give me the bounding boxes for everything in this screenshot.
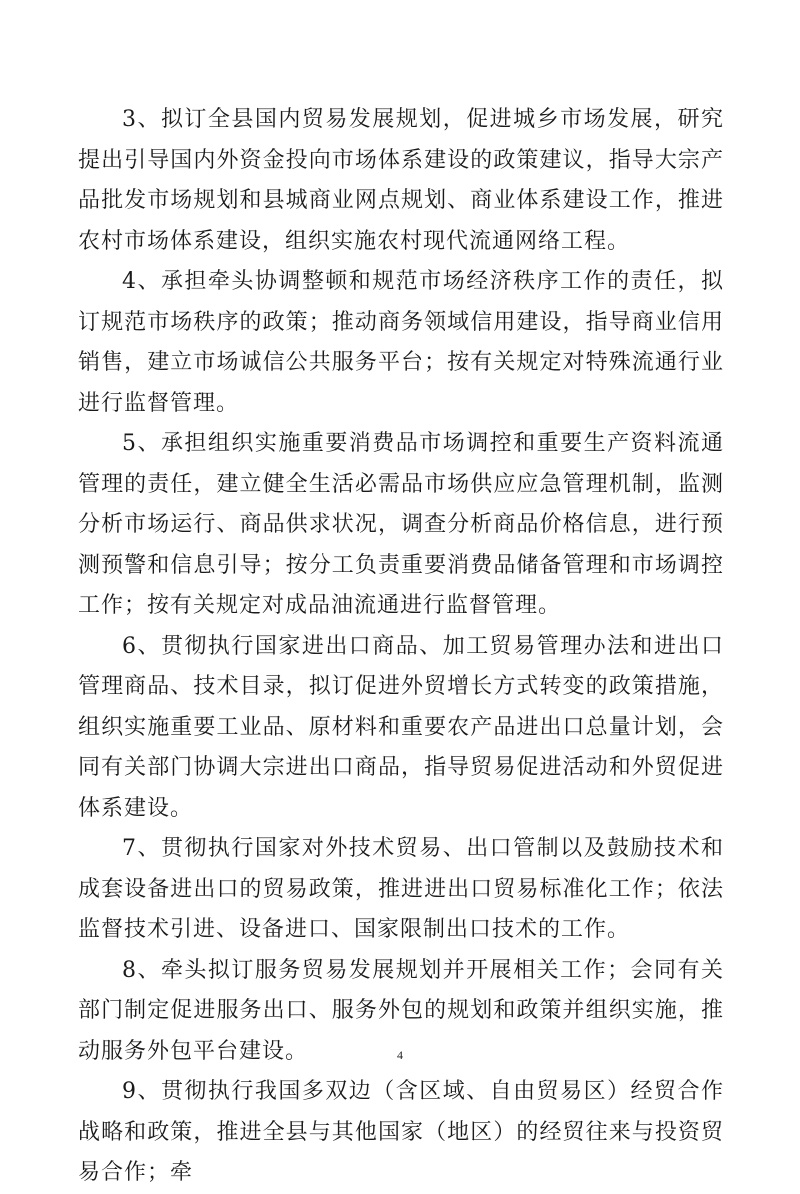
paragraph-item-4: 4、承担牵头协调整顿和规范市场经济秩序工作的责任，拟订规范市场秩序的政策；推动商务领域信用建设，指导商业信用销售，建立市场诚信公共服务平台；按有关规定对特殊流通行业进行监督管理。	[78, 269, 724, 416]
paragraph-item-9: 9、贯彻执行我国多双边（含区域、自由贸易区）经贸合作战略和政策，推进全县与其他国家（地区）的经贸往来与投资贸易合作；牵	[78, 1079, 724, 1185]
page-number: 4	[397, 1048, 403, 1062]
document-body	[78, 100, 724, 1194]
paragraph-item-7: 7、贯彻执行国家对外技术贸易、出口管制以及鼓励技术和成套设备进出口的贸易政策，推进进出口贸易标准化工作；依法监督技术引进、设备进口、国家限制出口技术的工作。	[78, 836, 724, 942]
paragraph-item-5: 5、承担组织实施重要消费品市场调控和重要生产资料流通管理的责任，建立健全生活必需品市场供应应急管理机制，监测分析市场运行、商品供求状况，调查分析商品价格信息，进行预测预警和信息引导；按分工负责重要消费品储备管理和市场调控工作；按有关规定对成品油流通进行监督管理。	[78, 431, 724, 618]
paragraph-item-6: 6、贯彻执行国家进出口商品、加工贸易管理办法和进出口管理商品、技术目录，拟订促进外贸增长方式转变的政策措施，组织实施重要工业品、原材料和重要农产品进出口总量计划，会同有关部门协调大宗进出口商品，指导贸易促进活动和外贸促进体系建设。	[78, 633, 724, 821]
paragraph-item-3: 3、拟订全县国内贸易发展规划，促进城乡市场发展，研究提出引导国内外资金投向市场体系建设的政策建议，指导大宗产品批发市场规划和县城商业网点规划、商业体系建设工作，推进农村市场体系建设，组织实施农村现代流通网络工程。	[78, 107, 724, 254]
paragraph-item-8: 8、牵头拟订服务贸易发展规划并开展相关工作；会同有关部门制定促进服务出口、服务外包的规划和政策并组织实施，推动服务外包平台建设。	[78, 957, 724, 1064]
